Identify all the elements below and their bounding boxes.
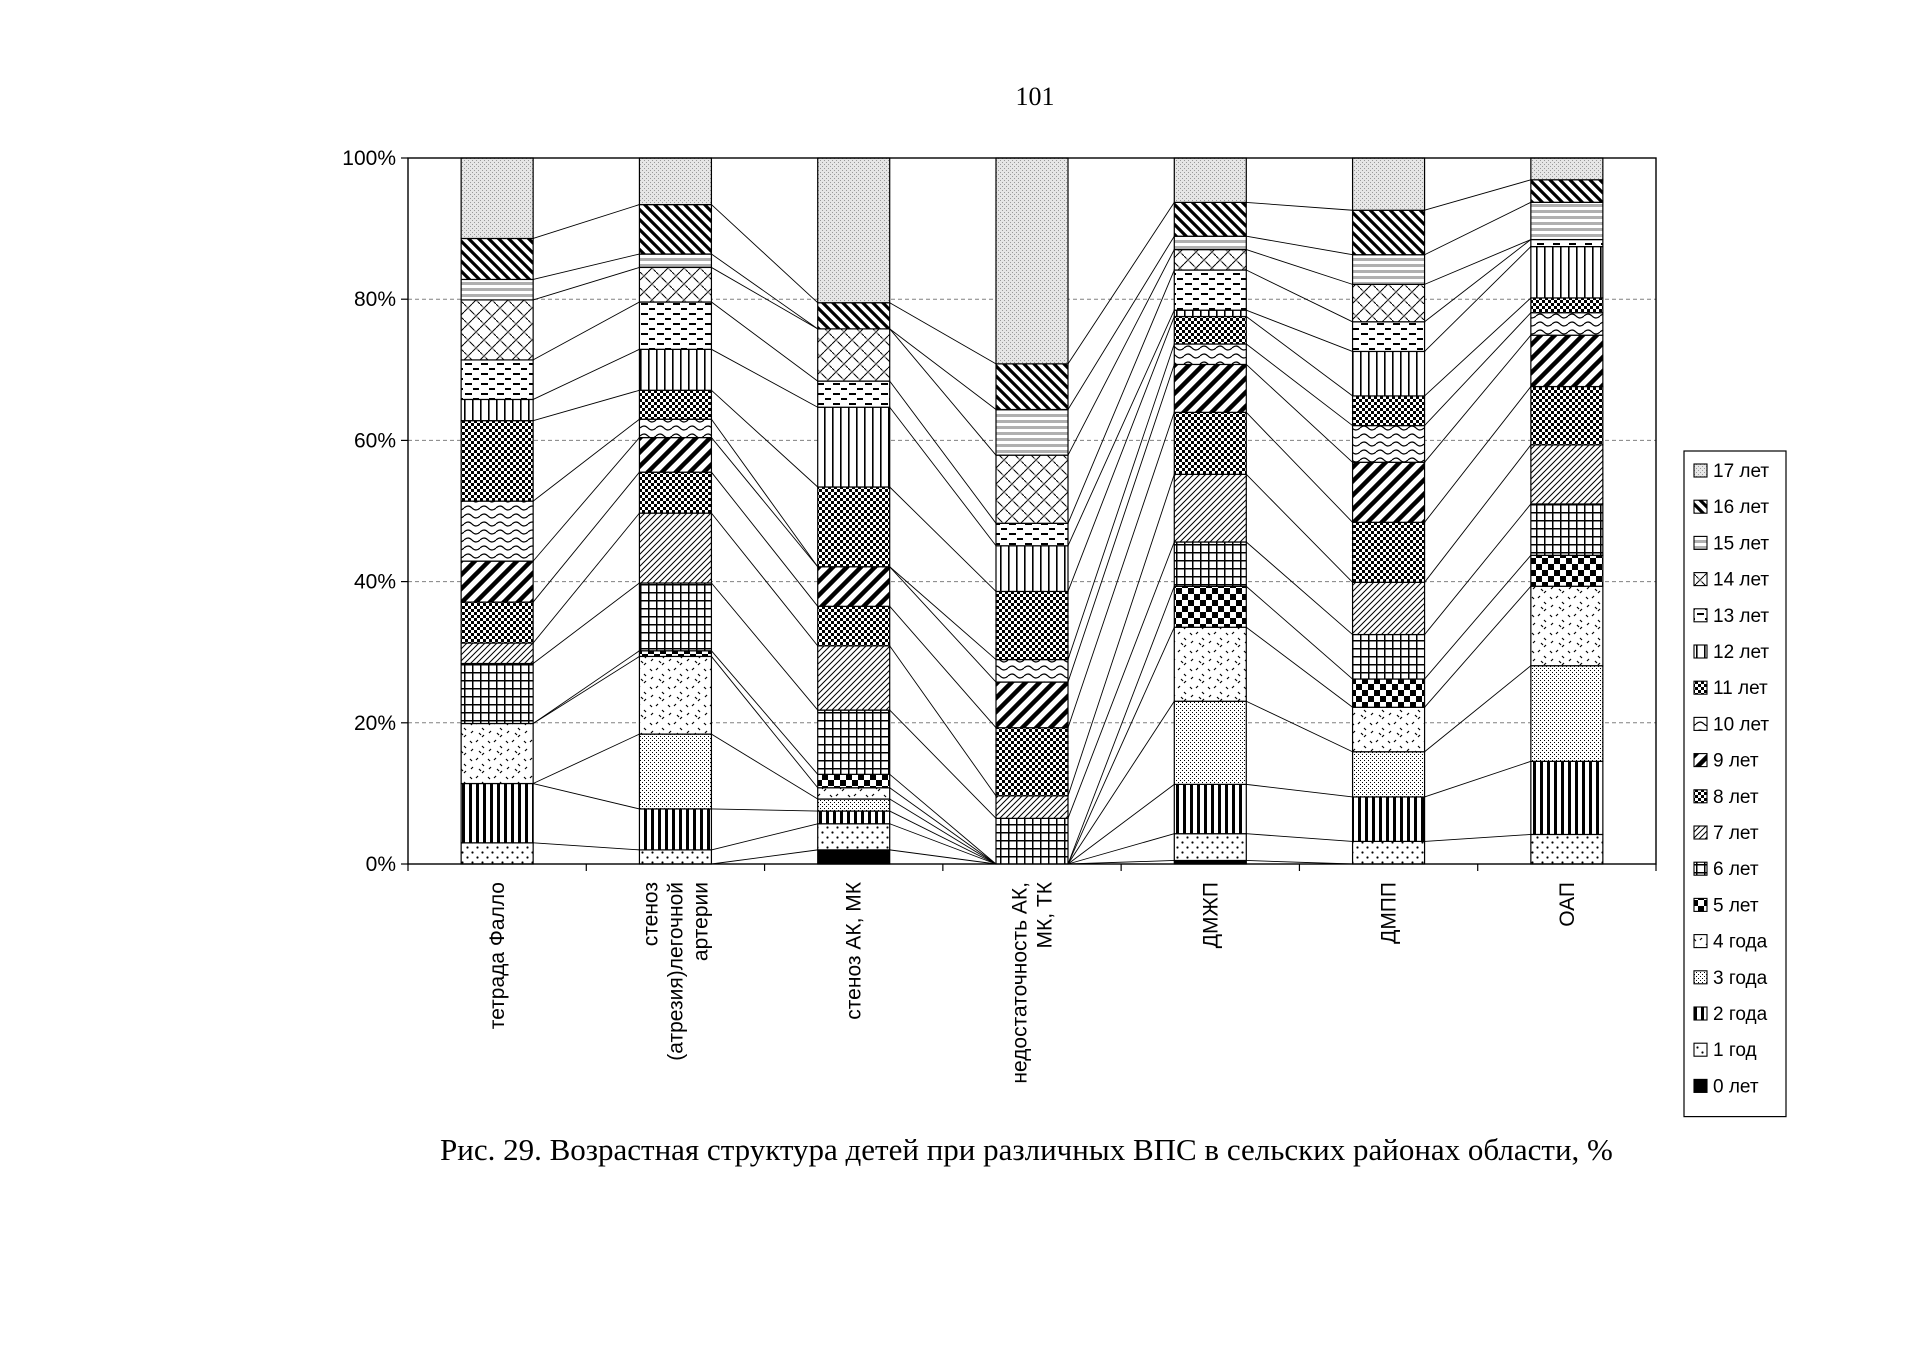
- legend-label: 9 лет: [1713, 750, 1759, 772]
- series-line: [533, 734, 639, 783]
- bar-segment: [1174, 270, 1246, 310]
- series-line: [1425, 666, 1531, 752]
- bar-segment: [818, 381, 890, 407]
- legend-swatch: [1694, 464, 1707, 477]
- bar-segment: [1531, 555, 1603, 586]
- legend-swatch: [1694, 935, 1707, 948]
- bar-segment: [1353, 841, 1425, 864]
- series-line: [890, 567, 996, 660]
- series-line: [1246, 250, 1352, 285]
- x-category-label: [1556, 882, 1579, 927]
- bar-segment: [461, 602, 533, 643]
- series-line: [1246, 586, 1352, 679]
- series-line: [533, 254, 639, 279]
- series-line: [711, 349, 817, 407]
- bar-segment: [639, 513, 711, 583]
- bar-segment: [639, 850, 711, 864]
- series-line: [890, 646, 996, 796]
- series-line: [711, 390, 817, 487]
- series-line: [533, 843, 639, 850]
- bar-segment: [1174, 236, 1246, 249]
- bar-segment: [1531, 313, 1603, 336]
- series-line: [1068, 784, 1174, 864]
- bar-segment: [639, 651, 711, 657]
- bar-segment: [1353, 752, 1425, 797]
- bar-segment: [1531, 445, 1603, 504]
- bar-segment: [639, 349, 711, 390]
- series-line: [711, 583, 817, 710]
- bar-segment: [1174, 834, 1246, 861]
- series-line: [1068, 202, 1174, 363]
- legend: [1684, 451, 1786, 1117]
- bar-segment: [639, 302, 711, 349]
- series-line: [890, 381, 996, 523]
- legend-label: 11 лет: [1713, 678, 1768, 700]
- series-line: [533, 419, 639, 501]
- bar-segment: [996, 158, 1068, 364]
- bar-segment: [996, 409, 1068, 455]
- series-line: [1425, 445, 1531, 582]
- bar-segment: [1353, 462, 1425, 522]
- series-line: [1425, 298, 1531, 396]
- series-line: [1068, 317, 1174, 592]
- series-line: [1068, 310, 1174, 546]
- series-line: [1246, 474, 1352, 582]
- bar-segment: [818, 774, 890, 787]
- y-tick-label: 40%: [353, 570, 396, 594]
- bar-segment: [818, 303, 890, 329]
- series-line: [1068, 627, 1174, 864]
- bar-segment: [461, 421, 533, 501]
- x-category-label-line: стеноз АК, МК: [842, 882, 866, 1020]
- series-line: [890, 329, 996, 455]
- series-line: [890, 407, 996, 546]
- bar-segment: [1174, 701, 1246, 784]
- series-line: [1246, 310, 1352, 351]
- series-line: [711, 850, 817, 864]
- legend-swatch: [1694, 898, 1707, 911]
- series-line: [1425, 761, 1531, 797]
- legend-label: 0 лет: [1713, 1076, 1759, 1098]
- x-category-label: [486, 882, 509, 1029]
- bar-segment: [461, 399, 533, 420]
- bar-segment: [1174, 542, 1246, 586]
- series-line: [1246, 412, 1352, 522]
- series-line: [533, 267, 639, 299]
- series-line: [1246, 270, 1352, 322]
- bar-segment: [818, 710, 890, 774]
- bar-segment: [639, 583, 711, 651]
- x-category-label: [1378, 882, 1401, 944]
- series-line: [1425, 834, 1531, 841]
- bar-segment: [1174, 202, 1246, 236]
- bar-segment: [639, 656, 711, 734]
- legend-swatch: [1694, 971, 1707, 984]
- bar-segment: [1353, 351, 1425, 395]
- legend-swatch: [1694, 536, 1707, 549]
- series-line: [1425, 240, 1531, 322]
- x-category-label: [1009, 881, 1057, 1083]
- legend-swatch: [1694, 862, 1707, 875]
- legend-swatch: [1694, 500, 1707, 513]
- series-line: [1425, 180, 1531, 210]
- bar-segment: [461, 663, 533, 723]
- series-line: [711, 438, 817, 567]
- series-line: [711, 734, 817, 799]
- bar-segment: [1174, 317, 1246, 344]
- legend-label: 15 лет: [1713, 533, 1770, 555]
- x-category-label-line: ДМЖП: [1199, 882, 1223, 949]
- series-line: [533, 784, 639, 809]
- bar-segment: [818, 799, 890, 811]
- bar-segment: [639, 267, 711, 302]
- series-line: [533, 302, 639, 360]
- bar-segment: [818, 407, 890, 487]
- bar-segment: [461, 279, 533, 299]
- legend-swatch: [1694, 573, 1707, 586]
- bar-segment: [1174, 627, 1246, 701]
- bar-segment: [1174, 310, 1246, 316]
- series-line: [533, 472, 639, 602]
- legend-swatch: [1694, 790, 1707, 803]
- bar-segment: [1353, 522, 1425, 582]
- bar-segment: [1531, 158, 1603, 180]
- series-line: [890, 799, 996, 864]
- bar-segment: [461, 784, 533, 843]
- x-category-label-line: стеноз: [639, 882, 663, 947]
- legend-label: 10 лет: [1713, 714, 1770, 736]
- series-line: [1068, 834, 1174, 864]
- series-line: [890, 788, 996, 864]
- bar-segment: [639, 390, 711, 419]
- bar-segment: [1353, 679, 1425, 707]
- bar-segment: [461, 238, 533, 279]
- series-line: [1068, 270, 1174, 523]
- series-line: [1425, 335, 1531, 462]
- series-line: [711, 267, 817, 328]
- series-line: [711, 205, 817, 303]
- bar-segment: [996, 591, 1068, 659]
- y-tick-label: 60%: [353, 429, 396, 453]
- legend-swatch: [1694, 826, 1707, 839]
- legend-swatch: [1694, 754, 1707, 767]
- bar-segment: [996, 796, 1068, 818]
- series-line: [1246, 834, 1352, 842]
- bar-segment: [996, 364, 1068, 410]
- bar-segment: [1531, 298, 1603, 313]
- page-number: 101: [1015, 82, 1055, 111]
- bar-segment: [818, 487, 890, 567]
- legend-swatch: [1694, 717, 1707, 730]
- bar-segment: [461, 561, 533, 602]
- series-line: [1246, 701, 1352, 752]
- series-line: [533, 438, 639, 562]
- bar-segment: [996, 660, 1068, 682]
- legend-label: 7 лет: [1713, 823, 1759, 844]
- y-tick-label: 80%: [353, 288, 396, 312]
- bar-segment: [818, 788, 890, 799]
- bar-segment: [639, 254, 711, 267]
- series-line: [1425, 555, 1531, 679]
- legend-label: 1 год: [1713, 1040, 1757, 1062]
- legend-label: 13 лет: [1713, 605, 1770, 627]
- series-line: [1425, 313, 1531, 426]
- bar-segment: [818, 329, 890, 381]
- series-line: [711, 809, 817, 811]
- bar-segment: [1531, 387, 1603, 445]
- series-line: [1425, 586, 1531, 707]
- x-category-label-line: артерии: [689, 882, 713, 962]
- bar-segment: [1353, 396, 1425, 426]
- bar-segment: [639, 472, 711, 513]
- bar-segment: [1353, 426, 1425, 463]
- legend-label: 12 лет: [1713, 642, 1770, 663]
- bar-segment: [461, 300, 533, 360]
- series-line: [533, 390, 639, 420]
- bars: [461, 158, 1603, 864]
- bar-segment: [1531, 180, 1603, 203]
- series-line: [1068, 344, 1174, 660]
- bar-segment: [1531, 586, 1603, 665]
- bar-segment: [1531, 761, 1603, 834]
- bar-segment: [1353, 255, 1425, 285]
- legend-label: 4 года: [1713, 931, 1768, 953]
- bar-segment: [996, 455, 1068, 523]
- bar-segment: [639, 809, 711, 850]
- series-line: [711, 824, 817, 850]
- bar-segment: [818, 606, 890, 646]
- bar-segment: [1174, 586, 1246, 627]
- x-category-label-line: ОАП: [1555, 882, 1579, 927]
- bar-segment: [639, 419, 711, 437]
- bar-segment: [1174, 474, 1246, 542]
- series-line: [1425, 504, 1531, 635]
- bar-segment: [996, 728, 1068, 796]
- bar-segment: [1531, 240, 1603, 247]
- figure-caption: Рис. 29. Возрастная структура детей при различных ВПС в сельских районах области, %: [440, 1132, 1613, 1167]
- bar-segment: [1531, 247, 1603, 298]
- bar-segment: [639, 158, 711, 205]
- legend-swatch: [1694, 681, 1707, 694]
- bar-segment: [818, 567, 890, 607]
- bar-segment: [461, 360, 533, 400]
- series-line: [1068, 236, 1174, 409]
- series-line: [890, 850, 996, 864]
- legend-swatch: [1694, 645, 1707, 658]
- bar-segment: [1531, 504, 1603, 555]
- legend-label: 17 лет: [1713, 461, 1770, 482]
- bar-segment: [461, 843, 533, 864]
- bar-segment: [996, 682, 1068, 728]
- series-line: [533, 349, 639, 399]
- bar-segment: [818, 824, 890, 850]
- bar-segment: [1531, 335, 1603, 386]
- bar-segment: [1174, 158, 1246, 202]
- x-category-label: [843, 881, 866, 1019]
- x-category-label-line: ДМПП: [1377, 882, 1401, 944]
- series-line: [711, 254, 817, 329]
- x-category-label: [1199, 882, 1222, 948]
- bar-segment: [1353, 158, 1425, 210]
- bar-segment: [1353, 707, 1425, 751]
- series-line: [711, 651, 817, 775]
- bar-segment: [1174, 364, 1246, 412]
- series-line: [1246, 236, 1352, 255]
- bar-segment: [1353, 797, 1425, 841]
- series-line: [1425, 387, 1531, 523]
- bar-segment: [639, 205, 711, 254]
- bar-segment: [1531, 666, 1603, 762]
- x-category-label: [639, 882, 712, 1061]
- bar-segment: [461, 158, 533, 238]
- bar-segment: [461, 501, 533, 561]
- legend-swatch: [1694, 1079, 1707, 1092]
- series-line: [533, 205, 639, 239]
- bar-segment: [1353, 284, 1425, 321]
- x-category-label-line: (атрезия)легочной: [664, 882, 688, 1061]
- legend-swatch: [1694, 609, 1707, 622]
- y-tick-label: 100%: [342, 147, 396, 170]
- series-line: [533, 651, 639, 724]
- legend-label: 14 лет: [1713, 569, 1770, 591]
- bar-segment: [639, 438, 711, 473]
- bar-segment: [461, 724, 533, 784]
- series-line: [711, 656, 817, 787]
- bar-segment: [1174, 784, 1246, 833]
- bar-segment: [818, 646, 890, 710]
- y-tick-label: 0%: [365, 853, 396, 876]
- series-line: [890, 329, 996, 410]
- legend-label: 5 лет: [1713, 895, 1759, 917]
- x-category-label-line: недостаточность АК,: [1008, 882, 1032, 1084]
- bar-segment: [639, 734, 711, 809]
- bar-segment: [818, 811, 890, 824]
- bar-segment: [996, 818, 1068, 864]
- bar-segment: [996, 523, 1068, 545]
- series-line: [1068, 250, 1174, 456]
- series-line: [890, 303, 996, 364]
- bar-segment: [1353, 635, 1425, 679]
- bar-segment: [1353, 210, 1425, 254]
- bar-segment: [1531, 834, 1603, 864]
- bar-segment: [996, 546, 1068, 592]
- series-line: [533, 656, 639, 723]
- legend-swatch: [1694, 1043, 1707, 1056]
- series-line: [1246, 784, 1352, 797]
- legend-label: 8 лет: [1713, 786, 1759, 808]
- series-line: [1246, 542, 1352, 635]
- series-line: [890, 710, 996, 818]
- bar-segment: [1353, 582, 1425, 634]
- series-line: [1246, 202, 1352, 210]
- series-line: [1425, 202, 1531, 254]
- x-category-label-line: тетрада Фалло: [486, 882, 510, 1030]
- bar-segment: [461, 643, 533, 663]
- series-line: [711, 302, 817, 381]
- legend-label: 16 лет: [1713, 497, 1770, 519]
- bar-segment: [1174, 344, 1246, 364]
- bar-segment: [1174, 412, 1246, 474]
- series-line: [890, 824, 996, 864]
- bar-segment: [1353, 322, 1425, 352]
- series-line: [1246, 627, 1352, 707]
- bar-segment: [1531, 202, 1603, 239]
- legend-swatch: [1694, 1007, 1707, 1020]
- series-line: [711, 513, 817, 646]
- bar-segment: [818, 850, 890, 864]
- legend-label: 3 года: [1713, 967, 1768, 989]
- bar-segment: [1174, 250, 1246, 270]
- legend-label: 6 лет: [1713, 859, 1759, 881]
- y-tick-label: 20%: [353, 711, 396, 735]
- legend-label: 2 года: [1713, 1004, 1768, 1025]
- x-category-label-line: МК, ТК: [1033, 882, 1057, 949]
- bar-segment: [818, 158, 890, 303]
